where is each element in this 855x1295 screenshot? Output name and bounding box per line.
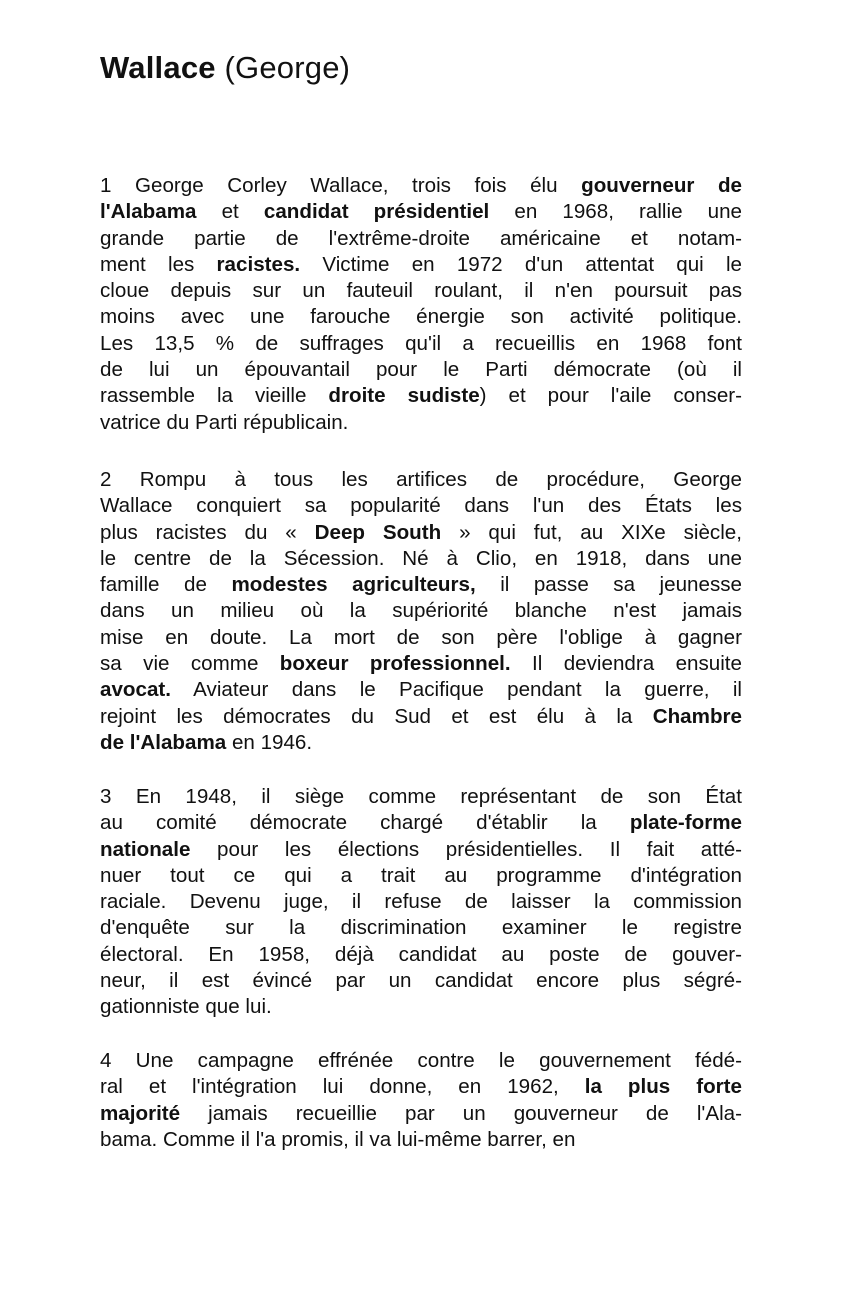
text-run: jamais recueillie par un gouverneur de l'Ala-	[180, 1101, 742, 1125]
bold-term: plate-forme	[629, 811, 742, 835]
text-run: dans un milieu où la supériorité blanche n'est jamais	[100, 599, 742, 623]
text-run: ) et pour l'aile conser-	[479, 384, 742, 408]
paragraph-4-line	[100, 1074, 742, 1100]
text-run: plus racistes du «	[100, 520, 315, 544]
bold-term: majorité	[100, 1101, 181, 1125]
text-run: 4 Une campagne effrénée contre le gouvernement fédé-	[100, 1049, 742, 1072]
paragraph-1-line	[100, 199, 742, 225]
paragraph-3-line	[100, 784, 742, 810]
text-run: nuer tout ce qui a trait au programme d'intégration	[100, 863, 742, 887]
text-run: 1 George Corley Wallace, trois fois élu	[100, 174, 582, 197]
text-run: rassemble la vieille	[100, 384, 329, 408]
paragraph-2-line	[100, 467, 742, 493]
text-run: ment les	[100, 252, 217, 276]
paragraph-2-line	[100, 625, 742, 651]
paragraph-2-line	[100, 730, 742, 756]
paragraph-2-line	[100, 493, 742, 519]
paragraph-2-line	[100, 651, 742, 677]
paragraph-1-line	[100, 252, 742, 278]
text-run: il passe sa jeunesse	[475, 573, 742, 597]
paragraph-1-line	[100, 278, 742, 304]
text-run: rejoint les démocrates du Sud et est élu à la	[100, 704, 653, 728]
text-run: vatrice du Parti républicain.	[100, 410, 349, 434]
paragraph-1-line	[100, 226, 742, 252]
paragraph-2-line	[100, 546, 742, 572]
text-run: Les 13,5 % de suffrages qu'il a recueillis en 1968 font	[100, 331, 742, 355]
bold-term: gouverneur de	[581, 174, 742, 197]
paragraph-3-line	[100, 889, 742, 915]
text-run: 2 Rompu à tous les artifices de procédure, George	[100, 468, 742, 491]
text-run: famille de	[100, 573, 232, 597]
text-run: ral et l'intégration lui donne, en 1962,	[100, 1075, 585, 1099]
bold-term: boxeur professionnel.	[279, 652, 511, 676]
text-run: Wallace conquiert sa popularité dans l'un des États les	[100, 494, 742, 518]
text-run: grande partie de l'extrême-droite américaine et notam-	[100, 226, 742, 250]
paragraph-1-line	[100, 331, 742, 357]
text-run: en 1946.	[226, 730, 313, 754]
paragraph-3-line	[100, 994, 742, 1020]
paragraph-3-line	[100, 915, 742, 941]
paragraph-1-line	[100, 304, 742, 330]
bold-term: l'Alabama	[100, 200, 197, 224]
bold-term: droite sudiste	[328, 384, 480, 408]
text-run: 3 En 1948, il siège comme représentant de son État	[100, 785, 742, 808]
paragraph-3-line	[100, 942, 742, 968]
paragraph-3-line	[100, 968, 742, 994]
paragraph-2-line	[100, 704, 742, 730]
text-run: le centre de la Sécession. Né à Clio, en 1918, dans une	[100, 546, 742, 570]
text-run: gationniste que lui.	[100, 995, 272, 1019]
text-run: Aviateur dans le Pacifique pendant la guerre, il	[170, 678, 742, 702]
paragraph-1-line	[100, 173, 742, 199]
bold-term: de l'Alabama	[100, 730, 227, 754]
paragraph-1-line	[100, 357, 742, 383]
paragraph-4-line	[100, 1101, 742, 1127]
text-run: neur, il est évincé par un candidat encore plus ségré-	[100, 969, 742, 993]
bold-term: nationale	[100, 837, 191, 861]
bold-term: la plus forte	[584, 1075, 742, 1099]
text-run: électoral. En 1958, déjà candidat au poste de gouver-	[100, 942, 742, 966]
text-run: » qui fut, au XIXe siècle,	[441, 520, 742, 544]
text-run: en 1968, rallie une	[489, 200, 742, 224]
text-run: bama. Comme il l'a promis, il va lui-même barrer, en	[100, 1127, 576, 1151]
text-run: Il deviendra ensuite	[510, 652, 742, 676]
paragraph-2-line	[100, 520, 742, 546]
bold-term: avocat.	[100, 678, 171, 702]
text-run: sa vie comme	[100, 652, 280, 676]
text-run: au comité démocrate chargé d'établir la	[100, 811, 630, 835]
paragraph-3-line	[100, 863, 742, 889]
paragraph-3-line	[100, 810, 742, 836]
title-name: Wallace	[100, 50, 216, 85]
text-run: pour les élections présidentielles. Il fait atté-	[190, 837, 742, 861]
paragraph-1	[100, 173, 742, 436]
text-run: et	[196, 200, 264, 224]
bold-term: Chambre	[652, 704, 742, 728]
paragraph-1-line	[100, 383, 742, 409]
text-run: de lui un épouvantail pour le Parti démocrate (où il	[100, 358, 742, 382]
bold-term: modestes agriculteurs,	[231, 573, 476, 597]
paragraph-2-line	[100, 598, 742, 624]
text-run: moins avec une farouche énergie son activité politique.	[100, 305, 742, 329]
paragraph-2-line	[100, 572, 742, 598]
bold-term: Deep South	[314, 520, 442, 544]
text-run: Victime en 1972 d'un attentat qui le	[300, 252, 742, 276]
page-title	[100, 50, 350, 86]
paragraph-2	[100, 467, 742, 756]
text-run: cloue depuis sur un fauteuil roulant, il n'en poursuit pas	[100, 279, 742, 303]
title-given-name: (George)	[224, 50, 351, 85]
paragraph-4-line	[100, 1048, 742, 1074]
paragraph-4	[100, 1048, 742, 1153]
text-run: mise en doute. La mort de son père l'oblige à gagner	[100, 625, 742, 649]
text-run: d'enquête sur la discrimination examiner le registre	[100, 916, 742, 940]
paragraph-3-line	[100, 837, 742, 863]
paragraph-3	[100, 784, 742, 1021]
paragraph-2-line	[100, 677, 742, 703]
text-run: raciale. Devenu juge, il refuse de laisser la commission	[100, 890, 742, 914]
paragraph-4-line	[100, 1127, 742, 1153]
bold-term: candidat présidentiel	[263, 200, 490, 224]
paragraph-1-line	[100, 410, 742, 436]
bold-term: racistes.	[216, 252, 301, 276]
